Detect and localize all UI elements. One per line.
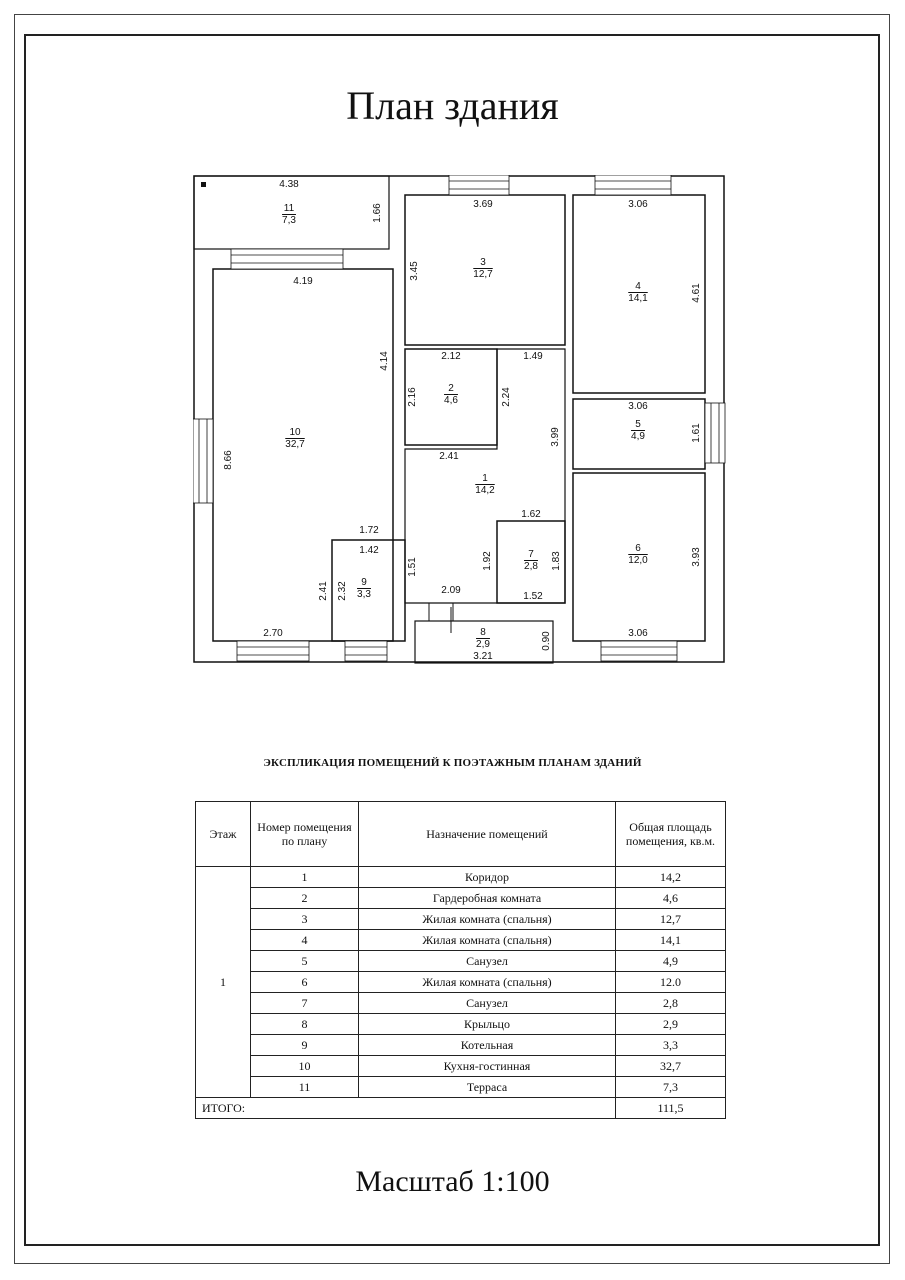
scale-label: Масштаб 1:100 (355, 1165, 550, 1198)
room-name-cell: Котельная (359, 1035, 616, 1056)
room-name-cell: Жилая комната (спальня) (359, 909, 616, 930)
room-9-number: 9 (361, 577, 367, 588)
table-row (196, 930, 726, 951)
room-6-area: 12,0 (628, 555, 648, 566)
dim-label: 1.52 (523, 591, 543, 602)
room-3-area: 12,7 (473, 269, 493, 280)
room-name-cell: Терраса (359, 1077, 616, 1098)
room-4-number: 4 (635, 281, 641, 292)
room-10-area: 32,7 (285, 439, 305, 450)
room-number-cell: 11 (251, 1077, 359, 1098)
dim-label: 3.45 (409, 261, 420, 281)
dim-label: 2.32 (337, 581, 348, 601)
dim-label: 2.24 (501, 387, 512, 407)
room-9-area: 3,3 (357, 589, 371, 600)
header-purpose: Назначение помещений (359, 802, 616, 867)
room-area-cell: 2,9 (616, 1014, 726, 1035)
room-number-cell: 2 (251, 888, 359, 909)
room-number-cell: 8 (251, 1014, 359, 1035)
room-4-area: 14,1 (628, 293, 648, 304)
room-name-cell: Жилая комната (спальня) (359, 930, 616, 951)
table-row (196, 1056, 726, 1077)
table-row (196, 909, 726, 930)
room-name-cell: Санузел (359, 951, 616, 972)
dim-label: 3.69 (473, 199, 493, 210)
room-7-number: 7 (528, 549, 534, 560)
room-10-number: 10 (289, 427, 301, 438)
room-number-cell: 10 (251, 1056, 359, 1077)
table-row (196, 951, 726, 972)
room-area-cell: 3,3 (616, 1035, 726, 1056)
room-2-number: 2 (448, 383, 454, 394)
dim-label: 1.62 (521, 509, 541, 520)
table-row (196, 972, 726, 993)
dim-label: 1.61 (691, 423, 702, 443)
dim-label: 3.06 (628, 628, 648, 639)
room-area-cell: 4,9 (616, 951, 726, 972)
room-number-cell: 4 (251, 930, 359, 951)
room-number-cell: 7 (251, 993, 359, 1014)
dim-label: 2.12 (441, 351, 461, 362)
dim-label: 1.92 (482, 551, 493, 571)
table-row (196, 867, 726, 888)
terrace-marker (201, 182, 206, 187)
room-6-number: 6 (635, 543, 641, 554)
room-2-area: 4,6 (444, 395, 458, 406)
room-name-cell: Крыльцо (359, 1014, 616, 1035)
room-area-cell: 2,8 (616, 993, 726, 1014)
room-7-area: 2,8 (524, 561, 538, 572)
dim-label: 4.38 (279, 179, 299, 190)
room-name-cell: Санузел (359, 993, 616, 1014)
room-number-cell: 3 (251, 909, 359, 930)
room-area-cell: 14,2 (616, 867, 726, 888)
dim-label: 8.66 (223, 450, 234, 470)
room-number-cell: 1 (251, 867, 359, 888)
dim-label: 1.83 (551, 551, 562, 571)
room-5-area: 4,9 (631, 431, 645, 442)
header-floor: Этаж (196, 802, 251, 867)
dim-label: 4.14 (379, 351, 390, 371)
dim-label: 4.61 (691, 283, 702, 303)
dim-label: 1.49 (523, 351, 543, 362)
room-5-number: 5 (635, 419, 641, 430)
room-area-cell: 32,7 (616, 1056, 726, 1077)
dim-label: 2.16 (407, 387, 418, 407)
explication-heading: ЭКСПЛИКАЦИЯ ПОМЕЩЕНИЙ К ПОЭТАЖНЫМ ПЛАНАМ ЗДАНИЙ (263, 757, 642, 769)
room-area-cell: 12.0 (616, 972, 726, 993)
header-area: Общая площадь помещения, кв.м. (616, 802, 726, 867)
room-11-number: 11 (283, 203, 295, 214)
dim-label: 4.19 (293, 276, 313, 287)
room-area-cell: 7,3 (616, 1077, 726, 1098)
room-number-cell: 6 (251, 972, 359, 993)
room-name-cell: Кухня-гостинная (359, 1056, 616, 1077)
dim-label: 2.09 (441, 585, 461, 596)
table-row (196, 993, 726, 1014)
dim-label: 2.41 (439, 451, 459, 462)
table-total-row (196, 1098, 726, 1119)
dim-label: 2.41 (318, 581, 329, 601)
total-label: ИТОГО: (196, 1098, 616, 1119)
room-name-cell: Жилая комната (спальня) (359, 972, 616, 993)
dim-label: 3.21 (473, 651, 493, 662)
room-8-number: 8 (480, 627, 486, 638)
page-title: План здания (346, 83, 559, 128)
table-header-row (196, 802, 726, 867)
room-number-cell: 9 (251, 1035, 359, 1056)
dim-label: 3.06 (628, 199, 648, 210)
dim-label: 1.42 (359, 545, 379, 556)
room-area-cell: 12,7 (616, 909, 726, 930)
room-11-area: 7,3 (282, 215, 296, 226)
room-8-area: 2,9 (476, 639, 490, 650)
room-name-cell: Коридор (359, 867, 616, 888)
room-name-cell: Гардеробная комната (359, 888, 616, 909)
dim-label: 3.93 (691, 547, 702, 567)
room-area-cell: 14,1 (616, 930, 726, 951)
porch-door (429, 603, 453, 621)
dim-label: 1.72 (359, 525, 379, 536)
table-row (196, 1077, 726, 1098)
room-number-cell: 5 (251, 951, 359, 972)
dim-label: 3.99 (550, 427, 561, 447)
room-area-cell: 4,6 (616, 888, 726, 909)
total-value: 111,5 (616, 1098, 726, 1119)
room-3-number: 3 (480, 257, 486, 268)
floor-plan (193, 175, 726, 665)
dim-label: 1.51 (407, 557, 418, 577)
table-row (196, 1035, 726, 1056)
header-room-number: Номер помещения по плану (251, 802, 359, 867)
floor-cell: 1 (196, 867, 251, 1098)
table-row (196, 1014, 726, 1035)
dim-label: 1.66 (372, 203, 383, 223)
explication-table (195, 801, 726, 1119)
dim-label: 2.70 (263, 628, 283, 639)
table-row (196, 888, 726, 909)
room-1-number: 1 (482, 473, 488, 484)
room-1-area: 14,2 (475, 485, 495, 496)
dim-label: 3.06 (628, 401, 648, 412)
dim-label: 0.90 (541, 631, 552, 651)
